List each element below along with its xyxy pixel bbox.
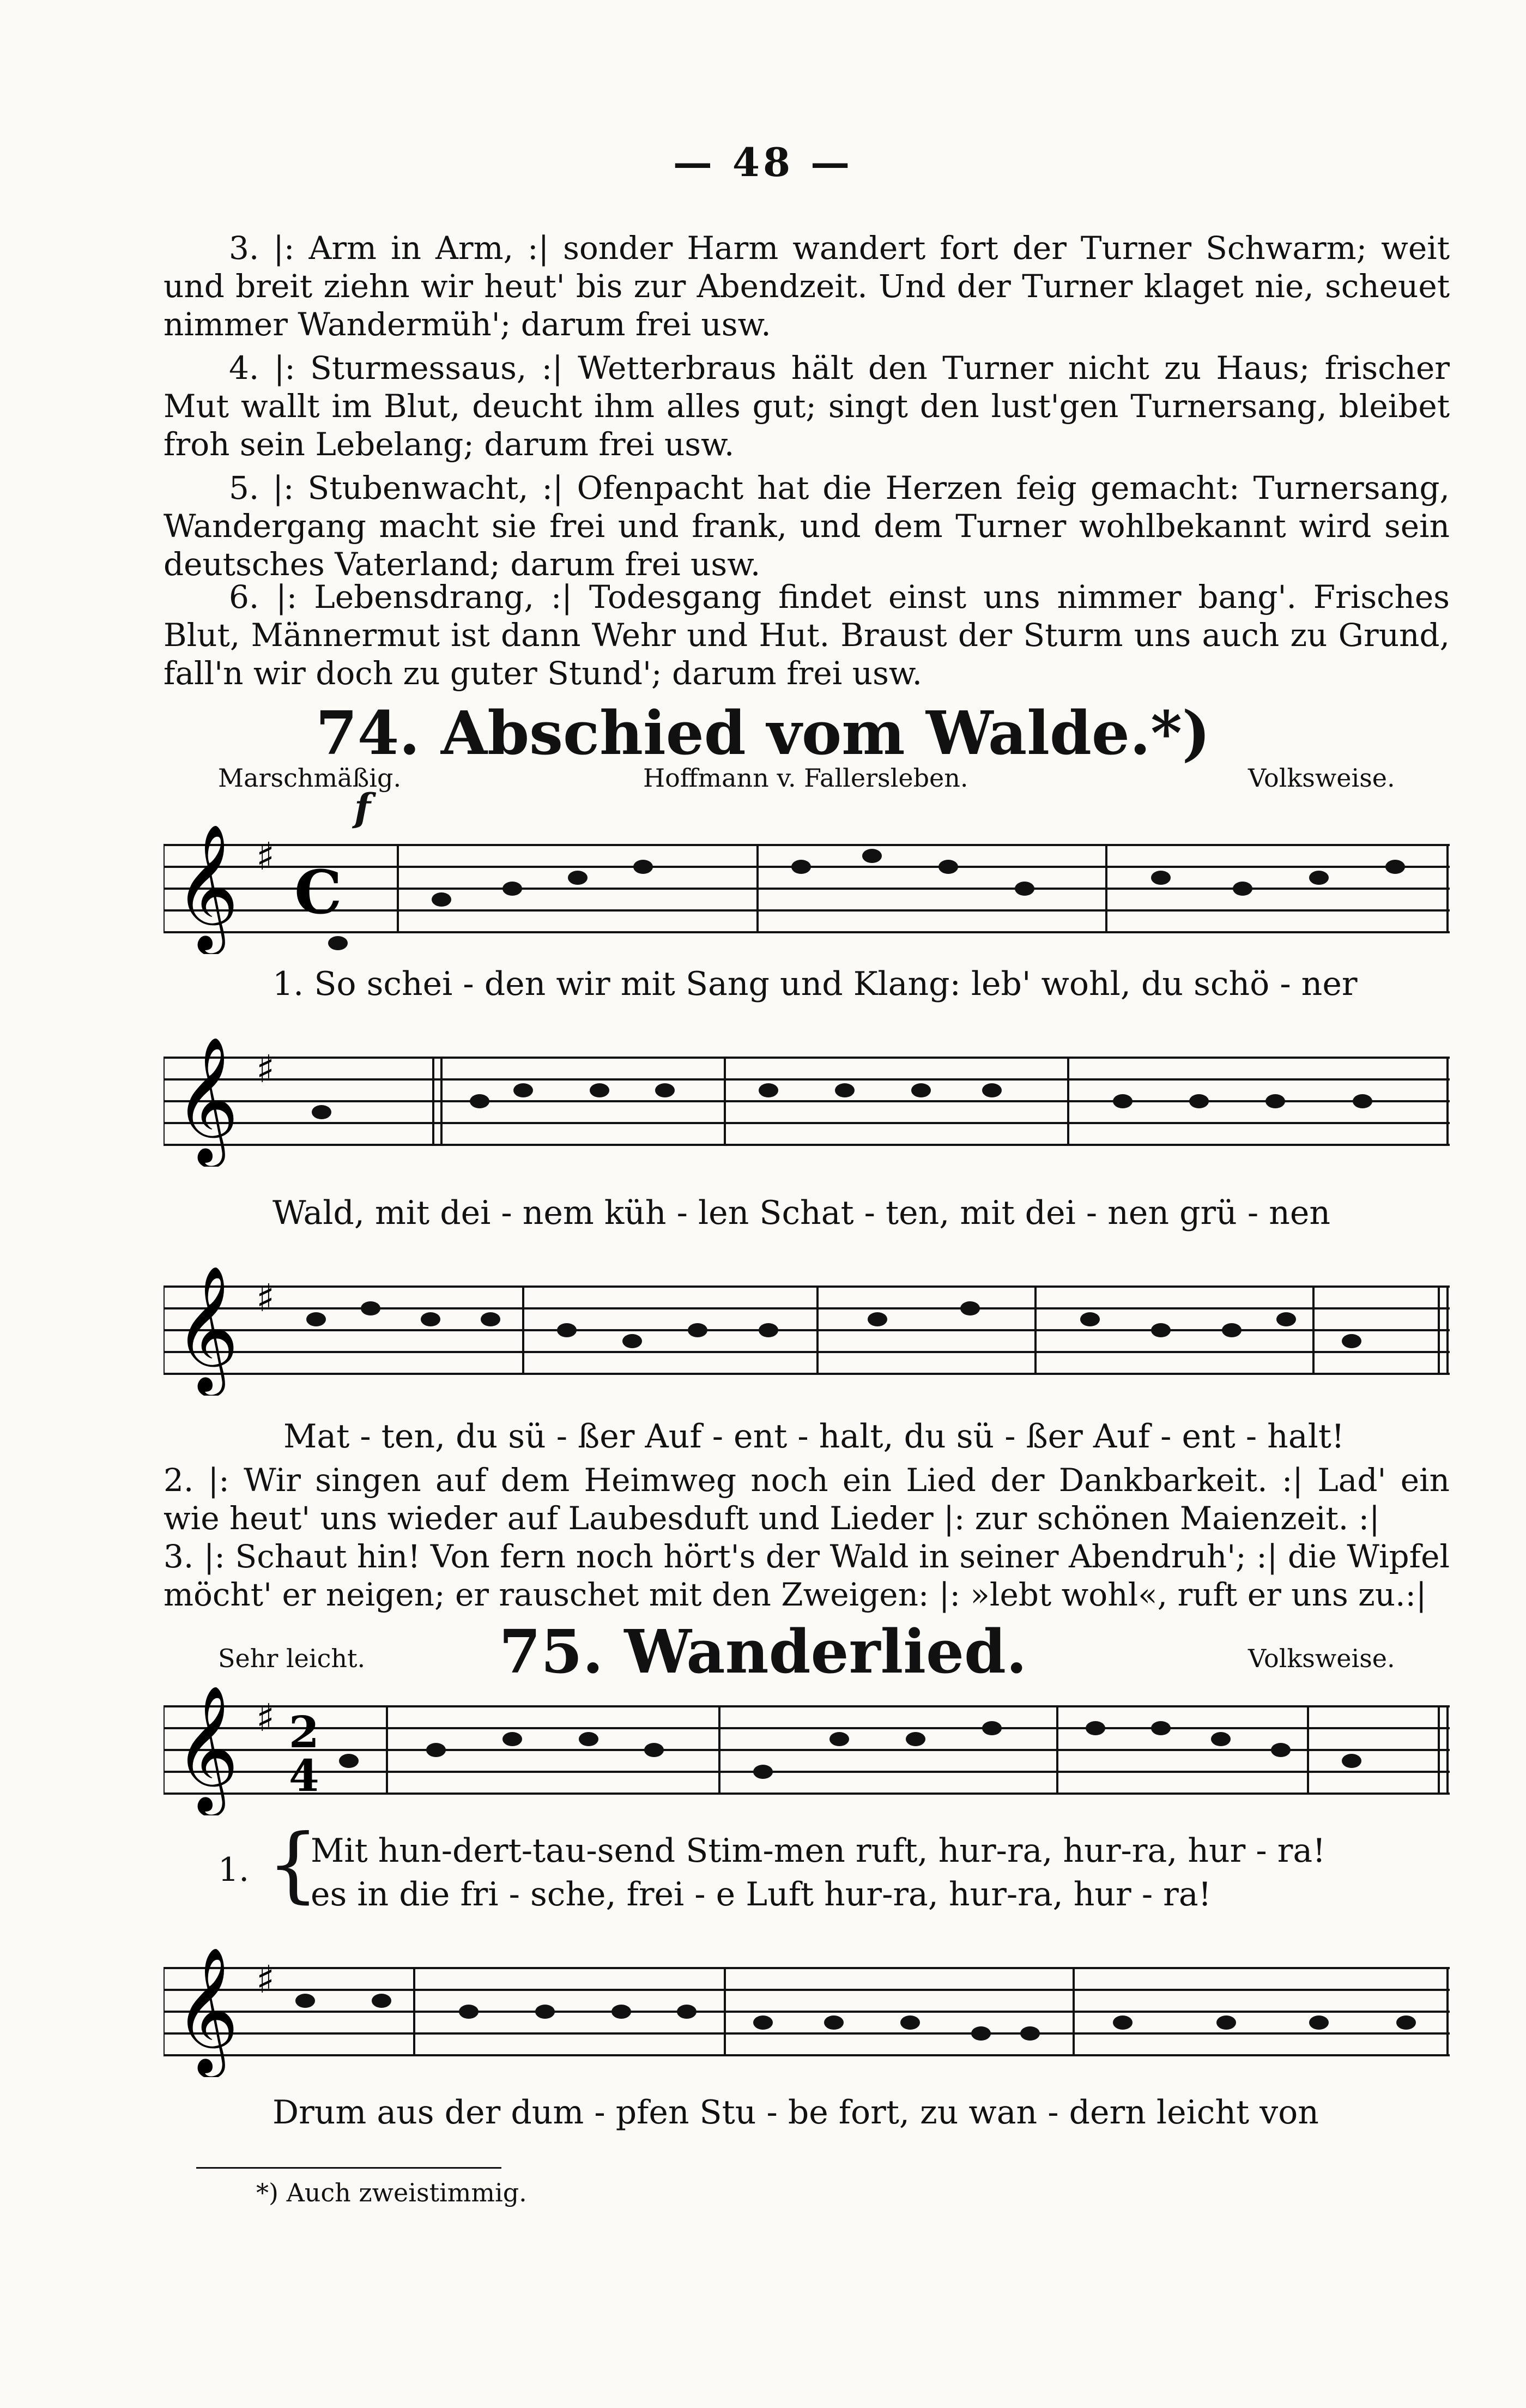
- treble-clef-icon: 𝄞: [174, 823, 239, 950]
- verse-text: |: Sturmessaus, :| Wetterbraus hält den Turner nicht zu Haus; frischer Mut wallt im Blut, deucht ihm alles gut; singt den lust'gen Turnersang, bleibet froh sein Lebelang; darum frei usw.: [164, 349, 1450, 463]
- sharp-icon: ♯: [256, 1695, 275, 1740]
- dynamic-marking: f: [354, 785, 371, 830]
- treble-clef-icon: 𝄞: [174, 1265, 239, 1392]
- verse-text: |: Arm in Arm, :| sonder Harm wandert fort der Turner Schwarm; weit und breit ziehn wir heut' bis zur Abendzeit. Und der Turner klaget nie, scheuet nimmer Wandermüh'; darum frei usw.: [164, 230, 1450, 343]
- sharp-icon: ♯: [256, 1276, 275, 1320]
- treble-clef-icon: 𝄞: [174, 1946, 239, 2073]
- sharp-icon: ♯: [256, 1047, 275, 1091]
- page-number: — 48 —: [673, 139, 853, 185]
- staff-74-1: [164, 823, 1450, 954]
- verse-text: |: Lebensdrang, :| Todesgang findet einst uns nimmer bang'. Frisches Blut, Männermut ist dann Wehr und Hut. Braust der Sturm uns auch zu Grund, fall'n wir doch zu guter Stund'; darum frei usw.: [164, 578, 1450, 692]
- song-75-melody: Volksweise.: [1248, 1644, 1395, 1673]
- verse-3: [164, 229, 1450, 343]
- song-74-melody: Volksweise.: [1248, 763, 1395, 793]
- verse-number: 6.: [229, 578, 259, 615]
- footnote-divider: [196, 2167, 501, 2169]
- song-74-verse-3: 3. |: Schaut hin! Von fern noch hört's der Wald in seiner Abendruh'; :| die Wipfel möcht' er neigen; er rauschet mit den Zweigen: |: »lebt wohl«, ruft er uns zu.:|: [164, 1538, 1450, 1613]
- verse-number: 5.: [229, 469, 259, 506]
- verse-6: [164, 578, 1450, 692]
- sharp-icon: ♯: [256, 834, 275, 879]
- song-75-lyrics-c: Drum aus der dum - pfen Stu - be fort, zu wan - dern leicht von: [272, 2093, 1319, 2132]
- song-75-verse-number: 1.: [218, 1851, 250, 1889]
- song-74-lyrics-line-3: Mat - ten, du sü - ßer Auf - ent - halt, du sü - ßer Auf - ent - halt!: [283, 1417, 1345, 1456]
- verse-4: [164, 349, 1450, 463]
- song-75-title: 75. Wanderlied.: [499, 1616, 1027, 1687]
- time-signature-bottom: 4: [289, 1750, 319, 1801]
- song-74-lyrics-line-1: 1. So schei - den wir mit Sang und Klang: leb' wohl, du schö - ner: [272, 965, 1358, 1003]
- staff-74-3: [164, 1265, 1450, 1396]
- staff-75-2: [164, 1946, 1450, 2077]
- song-75-lyrics-a: Mit hun-dert-tau-send Stim-men ruft, hur-ra, hur-ra, hur - ra!: [311, 1832, 1326, 1870]
- footnote: *) Auch zweistimmig.: [256, 2178, 527, 2207]
- time-signature-top: 2: [289, 1706, 319, 1758]
- song-75-lyrics-b: es in die fri - sche, frei - e Luft hur-ra, hur-ra, hur - ra!: [311, 1875, 1212, 1914]
- song-74-tempo: Marschmäßig.: [218, 763, 402, 793]
- common-time-icon: C: [294, 857, 342, 927]
- song-74-verse-2: 2. |: Wir singen auf dem Heimweg noch ein Lied der Dankbarkeit. :| Lad' ein wie heut' uns wieder auf Laubesduft und Lieder |: zur schönen Maienzeit. :|: [164, 1462, 1450, 1537]
- verse-number: 4.: [229, 349, 259, 387]
- treble-clef-icon: 𝄞: [174, 1036, 239, 1163]
- song-74-lyrics-line-2: Wald, mit dei - nem küh - len Schat - ten, mit dei - nen grü - nen: [272, 1194, 1331, 1232]
- sharp-icon: ♯: [256, 1957, 275, 2002]
- verse-text: |: Stubenwacht, :| Ofenpacht hat die Herzen feig gemacht: Turnersang, Wandergang macht sie frei und frank, und dem Turner wohlbekannt wird sein deutsches Vaterland; darum frei usw.: [164, 469, 1450, 583]
- staff-75-1: [164, 1685, 1450, 1815]
- staff-74-2: [164, 1036, 1450, 1167]
- song-74-title: 74. Abschied vom Walde.*): [316, 698, 1210, 768]
- song-75-tempo: Sehr leicht.: [218, 1644, 366, 1673]
- song-74-author: Hoffmann v. Fallersleben.: [643, 763, 968, 793]
- brace-icon: {: [267, 1817, 319, 1912]
- treble-clef-icon: 𝄞: [174, 1685, 239, 1812]
- verse-5: [164, 469, 1450, 583]
- verse-number: 3.: [229, 230, 259, 267]
